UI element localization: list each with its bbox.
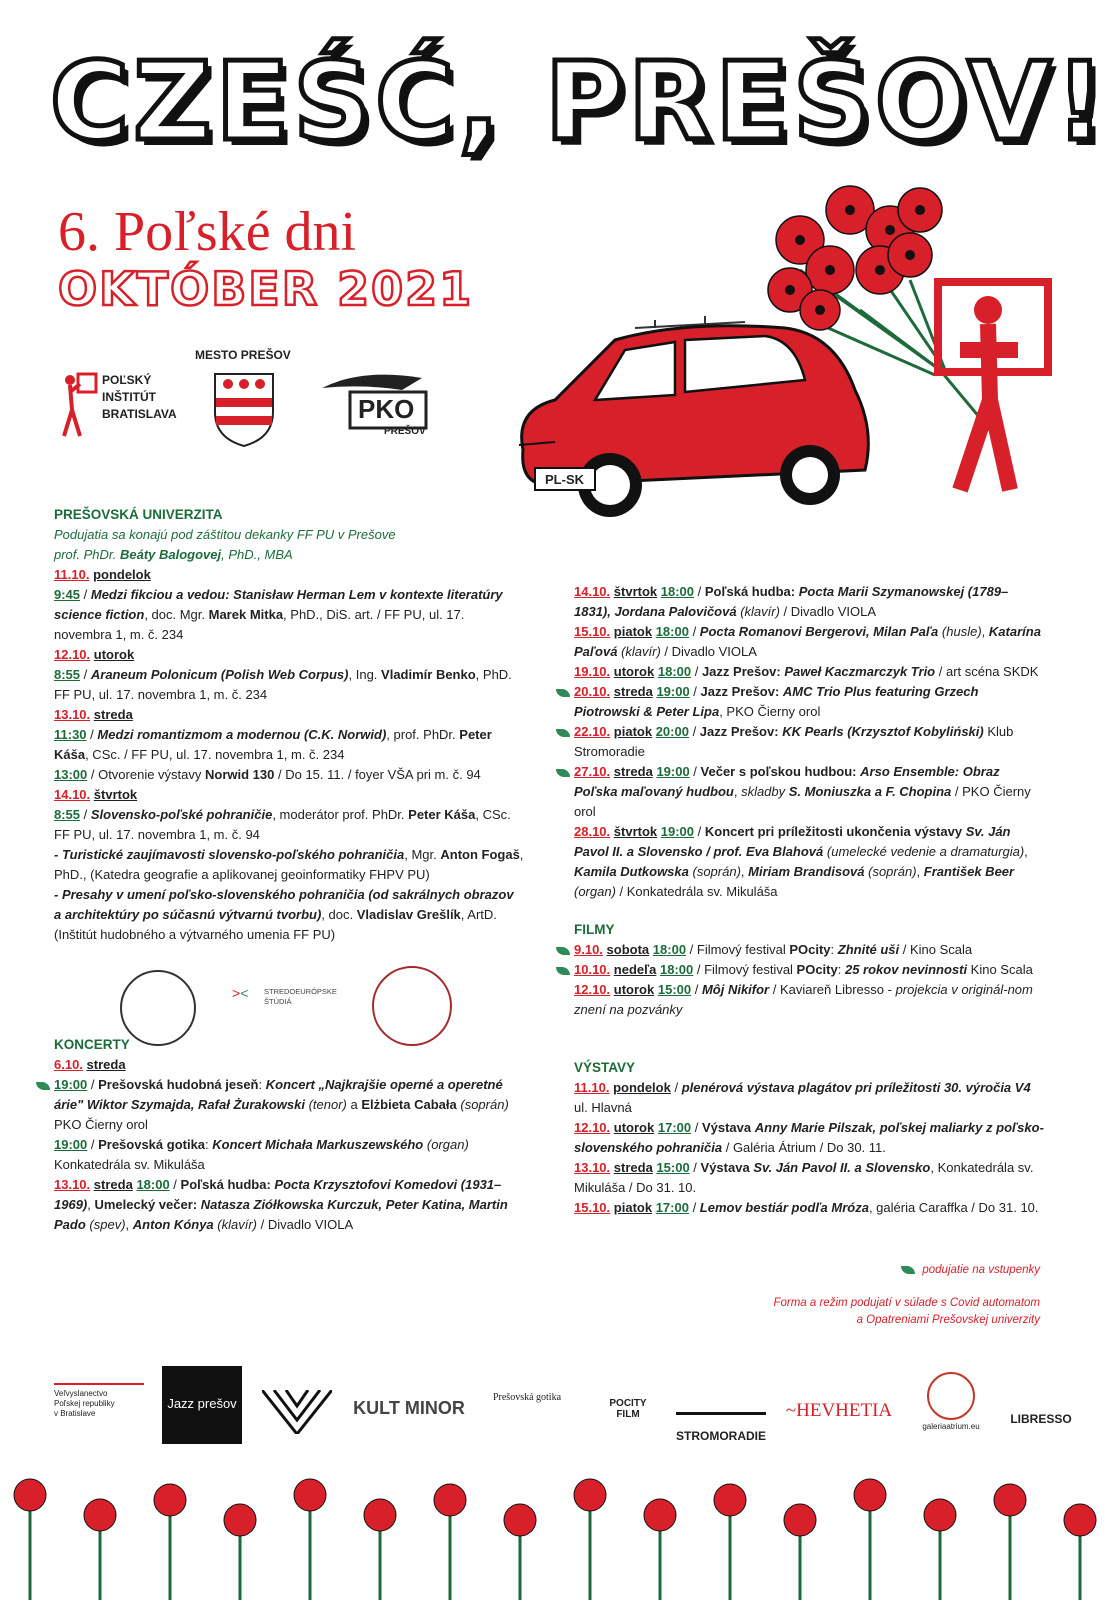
leaf-icon [556, 947, 570, 955]
pocity-film-logo: POCITY FILM [609, 1398, 647, 1420]
films-heading: FILMY [574, 922, 615, 937]
leaf-icon [556, 689, 570, 697]
poster-subtitle: 6. Poľské dni [58, 201, 357, 263]
patronage-line-1: Podujatia sa konajú pod záštitou dekanky FF PU v Prešove [54, 527, 396, 542]
embassy-logo: Veľvyslanectvo Poľskej republiky v Bratislave [54, 1365, 154, 1419]
covid-note: Forma a režim podujatí v súlade s Covid automatom a Opatreniami Prešovskej univerzity [773, 1297, 1040, 1326]
hevhetia-logo: ~HEVHETIA [785, 1400, 893, 1421]
institute-line-1: POĽSKÝ [102, 373, 152, 387]
flower-bouquet [760, 170, 1060, 510]
institute-line-2: INŠTITÚT [102, 390, 156, 404]
leaf-icon [901, 1266, 915, 1274]
films-section: FILMY 9.10. sobota 18:00 / Filmový festival POcity: Zhnité uši / Kino Scala 10.10. nedeľa 18:00 / Filmový festival POcity: 25 rokov nevinnosti Kino Scala 12.10. utorok 15:00 / Môj Nikifor / Kaviareň Libresso - projekcia v originál-nom znení na pozvánky [574, 920, 1044, 1020]
university-seal [372, 966, 452, 1046]
patronage-line-2: prof. PhDr. Beáty Balogovej, PhD., MBA [54, 547, 293, 562]
ces-line-2: ŠTÚDIÁ [264, 997, 292, 1006]
jazz-presov-logo: Jazz prešov [162, 1366, 242, 1444]
central-european-studies-logo: >< STREDOEURÓPSKE ŠTÚDIÁ [232, 985, 337, 1006]
poster-month: OKTÓBER 2021 [58, 262, 474, 316]
ces-line-1: STREDOEURÓPSKE [264, 987, 337, 996]
leaf-icon [556, 729, 570, 737]
galeria-atrium-logo: galeriaatrium.eu [912, 1372, 990, 1431]
exhibitions-heading: VÝSTAVY [574, 1060, 636, 1075]
music-section: 14.10. štvrtok 18:00 / Poľská hudba: Pocta Marii Szymanowskej (1789–1831), Jordana Palovičová (klavír) / Divadlo VIOLA 15.10. piatok 18:00 / Pocta Romanovi Bergerovi, Milan Paľa (husle), Katarína Paľová (klavír) / Divadlo VIOLA 19.10. utorok 18:00 / Jazz Prešov: Paweł Kaczmarczyk Trio / art scéna SKDK 20.10. streda 19:00 / Jazz Prešov: AMC Trio Plus featuring Grzech Piotrowski & Peter Lipa, PKO Čierny orol 22.10. piatok 20:00 / Jazz Prešov: KK Pearls (Krzysztof Kobyliński) Klub Stromoradie 27.10. streda 19:00 / Večer s poľskou hudbou: Arso Ensemble: Obraz Poľska maľovaný hudbou, skladby S. Moniuszka a F. Chopina / PKO Čierny orol 28.10. štvrtok 19:00 / Koncert pri príležitosti ukončenia výstavy Sv. Ján Pavol II. a Slovensko / prof. Eva Blahová (umelecké vedenie a dramaturgia), Kamila Dutkowska (soprán), Miriam Brandisová (soprán), František Beer (organ) / Konkatedrála sv. Mikuláša [574, 582, 1044, 902]
concerts-section: KONCERTY 6.10. streda 19:00 / Prešovská hudobná jeseň: Koncert „Najkrajšie operné a operetné árie" Wiktor Szymajda, Rafał Żurakowski (tenor) a Elżbieta Cabała (soprán) PKO Čierny orol 19:00 / Prešovská gotika: Koncert Michała Markuszewského (organ) Konkatedrála sv. Mikuláša 13.10. streda 18:00 / Poľská hudba: Pocta Krzysztofovi Komedovi (1931–1969), Umelecký večer: Natasza Ziółkowska Kurczuk, Peter Katina, Martin Pado (spev), Anton Kónya (klavír) / Divadlo VIOLA [54, 1035, 524, 1235]
libresso-logo: LIBRESSO [1010, 1412, 1072, 1426]
leaf-icon [556, 769, 570, 777]
city-coat-of-arms [213, 372, 275, 453]
university-section: PREŠOVSKÁ UNIVERZITA Podujatia sa konajú pod záštitou dekanky FF PU v Prešove prof. PhDr. Beáty Balogovej, PhD., MBA 11.10. pondelok 9:45 / Medzi fikciou a vedou: Stanisław Herman Lem v kontexte literatúry science fiction, doc. Mgr. Marek Mitka, PhD., DiS. art. / FF PU, ul. 17. novembra 1, m. č. 234 12.10. utorok 8:55 / Araneum Polonicum (Polish Web Corpus), Ing. Vladimír Benko, PhD. FF PU, ul. 17. novembra 1, m. č. 234 13.10. streda 11:30 / Medzi romantizmom a modernou (C.K. Norwid), prof. PhDr. Peter Káša, CSc. / FF PU, ul. 17. novembra 1, m. č. 234 13:00 / Otvorenie výstavy Norwid 130 / Do 15. 11. / foyer VŠA pri m. č. 94 14.10. štvrtok 8:55 / Slovensko-poľské pohraničie, moderátor prof. PhDr. Peter Káša, CSc. FF PU, ul. 17. novembra 1, m. č. 94 - Turistické zaujímavosti slovensko-poľského pohraničia, Mgr. Anton Fogaš, PhD., (Katedra geografie a aplikovanej geoinformatiky FHPV PU) - Presahy v umení poľsko-slovenského pohraničia (od sakrálnych obrazov a architektúry po súčasnú výtvarnú tvorbu), doc. Vladislav Grešlík, ArtD. (Inštitút hudobného a výtvarného umenia FF PU) [54, 507, 524, 942]
pko-city: PREŠOV [384, 426, 426, 437]
stromoradie-logo: STROMORADIE [676, 1412, 766, 1443]
v-logo [262, 1390, 332, 1439]
leaf-icon [556, 967, 570, 975]
flower-border [0, 1470, 1120, 1600]
kult-minor-logo: KULT MINOR [353, 1398, 465, 1418]
institute-figure-icon [60, 370, 100, 440]
concerts-heading: KONCERTY [54, 1037, 130, 1052]
institute-line-3: BRATISLAVA [102, 407, 177, 421]
poster-title: CZEŚĆ, PREŠOV! [50, 40, 1109, 165]
university-heading: PREŠOVSKÁ UNIVERZITA [54, 507, 223, 522]
polish-institute-logo [60, 370, 177, 440]
pko-label: PKO [358, 394, 415, 424]
pko-logo [322, 368, 432, 438]
city-label: MESTO PREŠOV [195, 348, 291, 362]
presov-gotika-logo: Prešovská gotika [492, 1392, 562, 1403]
exhibitions-section: VÝSTAVY 11.10. pondelok / plenérová výstava plagátov pri príležitosti 30. výročia V4 ul. Hlavná 12.10. utorok 17:00 / Výstava Anny Marie Pilszak, poľskej maliarky z poľsko-slovenského pohraničia / Galéria Átrium / Do 30. 11. 13.10. streda 15:00 / Výstava Sv. Ján Pavol II. a Slovensko, Konkatedrála sv. Mikuláša / Do 31. 10. 15.10. piatok 17:00 / Lemov bestiár podľa Mróza, galéria Caraffka / Do 31. 10. [574, 1060, 1044, 1215]
license-plate: PL-SK [545, 472, 584, 487]
leaf-legend: podujatie na vstupenky [901, 1262, 1040, 1279]
leaf-icon [36, 1082, 50, 1090]
